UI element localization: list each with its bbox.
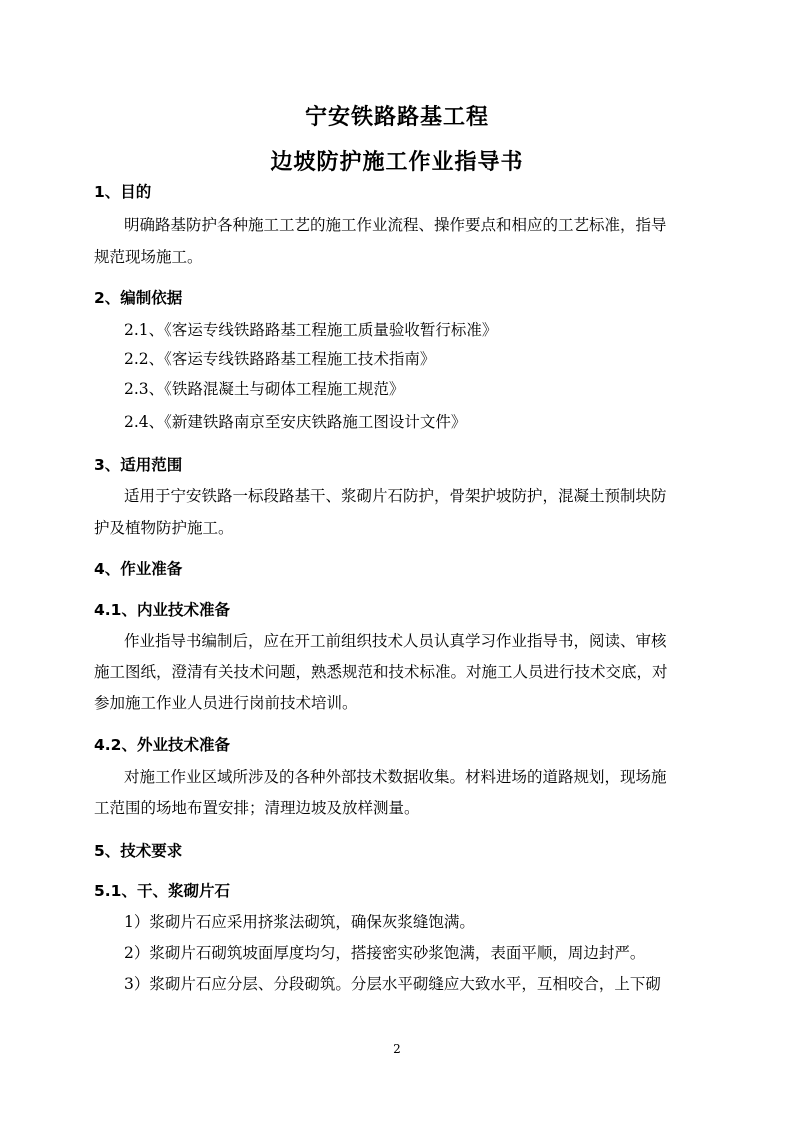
section-1-heading: 1、目的 — [94, 183, 152, 201]
section-4-2-paragraph-line-2: 工范围的场地布置安排；清理边坡及放样测量。 — [94, 799, 420, 817]
section-4-1-paragraph-line-1: 作业指导书编制后，应在开工前组织技术人员认真学习作业指导书，阅读、审核 — [124, 632, 667, 650]
section-4-heading: 4、作业准备 — [94, 560, 183, 578]
document-title-line1: 宁安铁路路基工程 — [304, 104, 489, 130]
page-number: 2 — [393, 1042, 401, 1056]
section-4-2-paragraph-line-1: 对施工作业区域所涉及的各种外部技术数据收集。材料进场的道路规划，现场施 — [124, 768, 667, 786]
reference-item-4: 2.4、《新建铁路南京至安庆铁路施工图设计文件》 — [124, 413, 467, 431]
section-2-heading: 2、编制依据 — [94, 289, 183, 307]
masonry-requirement-2: 2）浆砌片石砌筑坡面厚度均匀，搭接密实砂浆饱满，表面平顺，周边封严。 — [124, 944, 646, 962]
section-1-paragraph-line-2: 规范现场施工。 — [94, 248, 203, 266]
section-3-paragraph-line-2: 护及植物防护施工。 — [94, 519, 234, 537]
section-1-paragraph-line-1: 明确路基防护各种施工工艺的施工作业流程、操作要点和相应的工艺标准，指导 — [124, 216, 667, 234]
section-3-heading: 3、适用范围 — [94, 456, 183, 474]
section-3-paragraph-line-1: 适用于宁安铁路一标段路基干、浆砌片石防护，骨架护坡防护，混凝土预制块防 — [124, 487, 667, 505]
masonry-requirement-1: 1）浆砌片石应采用挤浆法砌筑，确保灰浆缝饱满。 — [124, 913, 475, 931]
document-title-line2: 边坡防护施工作业指导书 — [270, 149, 524, 175]
section-4-1-paragraph-line-3: 参加施工作业人员进行岗前技术培训。 — [94, 694, 358, 712]
masonry-requirement-3: 3）浆砌片石应分层、分段砌筑。分层水平砌缝应大致水平，互相咬合，上下砌 — [124, 975, 661, 993]
reference-item-2: 2.2、《客运专线铁路路基工程施工技术指南》 — [124, 350, 436, 368]
section-5-heading: 5、技术要求 — [94, 842, 183, 860]
reference-item-1: 2.1、《客运专线铁路路基工程施工质量验收暂行标准》 — [124, 321, 498, 339]
section-4-2-heading: 4.2、外业技术准备 — [94, 736, 230, 754]
section-4-1-paragraph-line-2: 施工图纸，澄清有关技术问题，熟悉规范和技术标准。对施工人员进行技术交底，对 — [94, 663, 668, 681]
section-4-1-heading: 4.1、内业技术准备 — [94, 601, 230, 619]
reference-item-3: 2.3、《铁路混凝土与砌体工程施工规范》 — [124, 380, 405, 398]
section-5-1-heading: 5.1、干、浆砌片石 — [94, 882, 230, 900]
